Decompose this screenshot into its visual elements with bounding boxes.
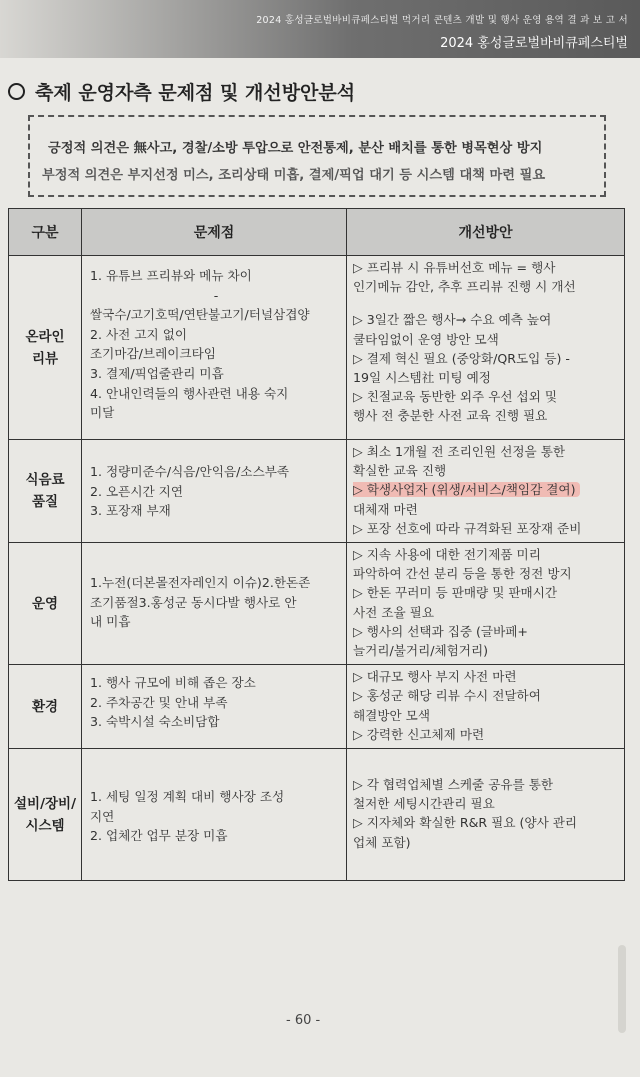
issues-table: [8, 208, 625, 881]
festival-title: 2024 홍성글로벌바비큐페스티벌: [440, 36, 628, 51]
category-label: 품질: [31, 494, 59, 510]
summary-box: [28, 115, 606, 197]
problem-line: 2. 주차공간 및 안내 부족: [90, 694, 228, 710]
table-row: [9, 543, 625, 665]
problem-line: 조기마감/브레이크타임: [90, 346, 216, 362]
table-row: [9, 256, 625, 440]
solution-line: ▷ 홍성군 해당 리뷰 수시 전달하여: [353, 688, 541, 704]
header-category: 구분: [9, 209, 82, 256]
category-cell: [9, 749, 82, 881]
scrollbar[interactable]: [618, 945, 626, 1033]
problem-line: 2. 오픈시간 지연: [90, 483, 184, 499]
table-row: [9, 440, 625, 543]
problem-line: 1.누전(더본몰전자레인지 이슈)2.한돈존: [90, 575, 311, 591]
problem-line: 2. 업체간 업무 분장 미흡: [90, 828, 228, 844]
category-label: 온라인: [25, 328, 65, 345]
problem-line: 미달: [90, 405, 115, 421]
problem-line: 1. 유튜브 프리뷰와 메뉴 차이: [90, 268, 252, 283]
problem-line: 1. 행사 규모에 비해 좁은 장소: [90, 675, 256, 691]
category-label: 환경: [31, 698, 59, 715]
section-heading: [8, 78, 355, 105]
problem-line: 1. 정량미준수/식음/안익음/소스부족: [90, 464, 290, 479]
solution-line: 해결방안 모색: [353, 707, 430, 723]
solution-line: ▷ 포장 선호에 따라 규격화된 포장재 준비: [353, 520, 582, 536]
solution-line: ▷ 친절교육 동반한 외주 우선 섭외 및: [353, 389, 558, 405]
solutions-cell: [347, 749, 625, 881]
solution-line: 늘거리/불거리/체험거리): [353, 643, 489, 659]
solution-line: 인기메뉴 감안, 추후 프리뷰 진행 시 개선: [353, 279, 576, 295]
problem-line: 지연: [90, 808, 115, 824]
category-cell: [9, 440, 82, 543]
problems-cell: [82, 665, 347, 749]
solution-line: ▷ 대규모 행사 부지 사전 마련: [353, 669, 517, 685]
solution-line: 파악하여 간선 분리 등을 통한 정전 방지: [353, 566, 572, 582]
circle-bullet-icon: [8, 83, 25, 100]
solution-line: ▷ 결제 혁신 필요 (중앙화/QR도입 등) -: [353, 350, 570, 366]
problems-cell: [82, 256, 347, 440]
category-cell: [9, 256, 82, 440]
problem-line: 내 미흡: [90, 614, 131, 630]
section-heading-text: 축제 운영자측 문제점 및 개선방안분석: [35, 82, 356, 104]
category-label: 리뷰: [31, 350, 59, 367]
solution-line: ▷ 각 협력업체별 스케줄 공유를 통한: [353, 777, 554, 793]
solution-line: ▷ 행사의 선택과 집중 (글바페+: [353, 623, 528, 639]
report-title: 2024 홍성글로벌바비큐페스티벌 먹거리 콘텐츠 개발 및 행사 운영 용역 결 과 보 고 서: [256, 15, 628, 26]
solution-line: [353, 296, 620, 310]
problems-cell: [82, 749, 347, 881]
solution-line: 행사 전 충분한 사전 교육 진행 필요: [353, 408, 548, 424]
problems-cell: [82, 543, 347, 665]
solution-line: 19일 시스템社 미팅 예정: [353, 370, 491, 386]
solution-line: 업체 포함): [353, 834, 411, 850]
solutions-cell: [347, 665, 625, 749]
problem-line: 1. 세팅 일정 계획 대비 행사장 조성: [90, 789, 285, 805]
solution-line: 대체재 마련: [353, 501, 418, 517]
header-problems: 문제점: [82, 209, 347, 256]
category-cell: [9, 665, 82, 749]
solution-line: ▷ 최소 1개월 전 조리인원 선정을 통한: [353, 444, 566, 459]
solution-line: 철저한 세팅시간관리 필요: [353, 796, 495, 812]
category-cell: [9, 543, 82, 665]
problem-line: 쌀국수/고기호떡/연탄불고기/터널삼겹양: [90, 307, 310, 323]
header-solutions: 개선방안: [347, 209, 625, 256]
solution-line: ▷ 3일간 짧은 행사→ 수요 예측 높여: [353, 312, 552, 328]
negative-opinion: 부정적 의견은 부지선정 미스, 조리상태 미흡, 결제/픽업 대기 등 시스템 대책 마련 필요: [42, 168, 546, 183]
solution-line: ▷ 한돈 꾸러미 등 판매량 및 판매시간: [353, 585, 558, 601]
solution-line: ▷ 프리뷰 시 유튜버선호 메뉴 = 행사: [353, 260, 556, 275]
problem-line: 3. 결제/픽업줄관리 미흡: [90, 365, 224, 381]
problem-line: 3. 숙박시설 숙소비담합: [90, 714, 220, 730]
solution-line: 확실한 교육 진행: [353, 463, 447, 479]
solutions-cell: [347, 256, 625, 440]
solution-line: ▷ 지속 사용에 대한 전기제품 미리: [353, 547, 541, 563]
category-label: 식음료: [25, 472, 65, 488]
category-label: 설비/장비/: [13, 795, 77, 812]
table-header-row: [9, 209, 625, 256]
table-row: [9, 665, 625, 749]
solutions-cell: [347, 440, 625, 543]
category-label: 시스템: [25, 817, 65, 834]
solution-line: 사전 조율 필요: [353, 604, 434, 620]
solution-line: 쿨타임없이 운영 방안 모색: [353, 331, 499, 347]
problems-cell: [82, 440, 347, 543]
problem-line: 조기품절3.홍성군 동시다발 행사로 안: [90, 594, 297, 610]
problem-line: 2. 사전 고지 없이: [90, 326, 188, 342]
category-label: 운영: [31, 595, 59, 612]
solution-line: ▷ 지자체와 확실한 R&R 필요 (양사 관리: [353, 815, 578, 831]
problem-line: 3. 포장재 부재: [90, 503, 171, 519]
problem-line: 4. 안내인력들의 행사관련 내용 숙지: [90, 385, 289, 401]
document-header: [0, 0, 640, 58]
solution-line: ▷ 강력한 신고체제 마련: [353, 726, 485, 742]
solutions-cell: [347, 543, 625, 665]
highlighted-solution-line: ▷ 학생사업자 (위생/서비스/책임감 결여): [353, 482, 580, 497]
positive-opinion: 긍정적 의견은 無사고, 경찰/소방 투압으로 안전통제, 분산 배치를 통한 병목현상 방지: [48, 141, 543, 156]
problem-line: -: [213, 287, 219, 303]
page-number: - 60 -: [286, 1013, 321, 1028]
table-row: [9, 749, 625, 881]
